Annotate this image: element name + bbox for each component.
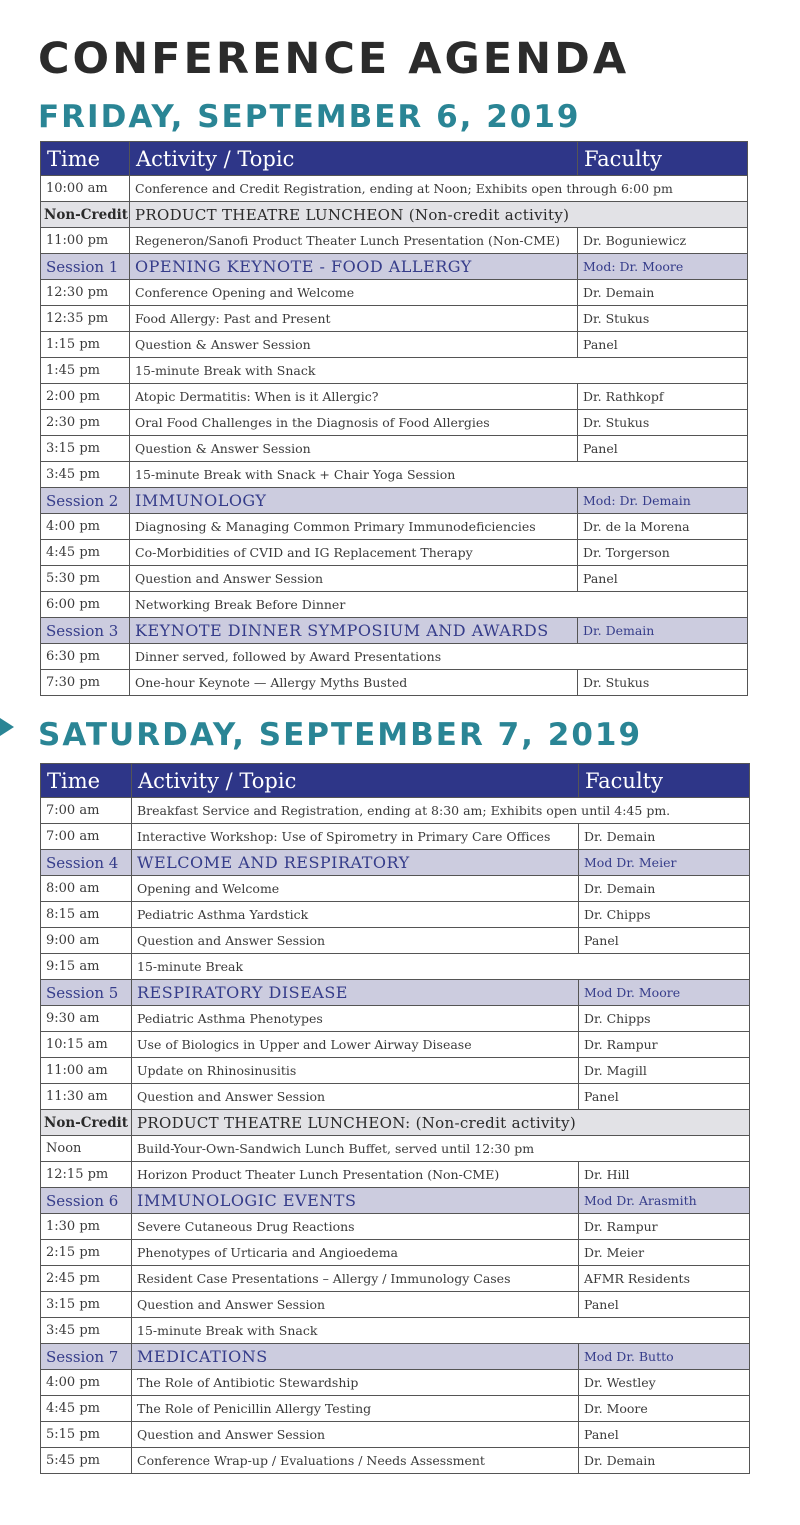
table-row: [41, 1032, 750, 1058]
table-row: [41, 566, 748, 592]
table-row: [41, 1136, 750, 1162]
topic-cell: Question and Answer Session: [132, 1292, 579, 1318]
table-row: [41, 876, 750, 902]
faculty-cell: Dr. Chipps: [579, 902, 750, 928]
topic-cell: The Role of Antibiotic Stewardship: [132, 1370, 579, 1396]
topic-cell: IMMUNOLOGIC EVENTS: [132, 1188, 579, 1214]
noncredit-row: [41, 1110, 750, 1136]
time-cell: 3:15 pm: [41, 1292, 132, 1318]
time-cell: 12:30 pm: [41, 280, 130, 306]
session-row: [41, 850, 750, 876]
time-cell: Session 5: [41, 980, 132, 1006]
table-row: [41, 514, 748, 540]
time-cell: 8:15 am: [41, 902, 132, 928]
session-row: [41, 488, 748, 514]
time-cell: 9:15 am: [41, 954, 132, 980]
topic-cell: Conference and Credit Registration, ending at Noon; Exhibits open through 6:00 pm: [130, 176, 748, 202]
table-row: [41, 176, 748, 202]
session-row: [41, 980, 750, 1006]
faculty-cell: Mod: Dr. Moore: [578, 254, 748, 280]
time-cell: Session 2: [41, 488, 130, 514]
topic-cell: Opening and Welcome: [132, 876, 579, 902]
table-row: [41, 670, 748, 696]
topic-cell: MEDICATIONS: [132, 1344, 579, 1370]
table-row: [41, 332, 748, 358]
time-cell: Noon: [41, 1136, 132, 1162]
time-cell: 5:15 pm: [41, 1422, 132, 1448]
topic-cell: Breakfast Service and Registration, ending at 8:30 am; Exhibits open until 4:45 pm.: [132, 798, 750, 824]
topic-cell: Question and Answer Session: [132, 1084, 579, 1110]
table-row: [41, 280, 748, 306]
noncredit-row: [41, 202, 748, 228]
faculty-cell: Panel: [578, 332, 748, 358]
column-header-time: Time: [41, 142, 130, 176]
faculty-cell: Mod: Dr. Demain: [578, 488, 748, 514]
faculty-cell: Dr. Demain: [579, 824, 750, 850]
session-row: [41, 254, 748, 280]
time-cell: 1:45 pm: [41, 358, 130, 384]
faculty-cell: Panel: [578, 436, 748, 462]
time-cell: 3:45 pm: [41, 462, 130, 488]
topic-cell: Build-Your-Own-Sandwich Lunch Buffet, served until 12:30 pm: [132, 1136, 750, 1162]
time-cell: Non-Credit: [41, 1110, 132, 1136]
topic-cell: Question & Answer Session: [130, 332, 578, 358]
topic-cell: The Role of Penicillin Allergy Testing: [132, 1396, 579, 1422]
table-row: [41, 1422, 750, 1448]
table-row: [41, 592, 748, 618]
faculty-cell: Panel: [578, 566, 748, 592]
time-cell: 3:45 pm: [41, 1318, 132, 1344]
time-cell: 11:30 am: [41, 1084, 132, 1110]
faculty-cell: Dr. Demain: [579, 1448, 750, 1474]
topic-cell: OPENING KEYNOTE - FOOD ALLERGY: [130, 254, 578, 280]
time-cell: 4:45 pm: [41, 1396, 132, 1422]
topic-cell: Oral Food Challenges in the Diagnosis of Food Allergies: [130, 410, 578, 436]
time-cell: Session 1: [41, 254, 130, 280]
session-row: [41, 1188, 750, 1214]
topic-cell: 15-minute Break with Snack: [130, 358, 748, 384]
time-cell: 5:30 pm: [41, 566, 130, 592]
faculty-cell: Dr. Demain: [578, 280, 748, 306]
table-row: [41, 1006, 750, 1032]
table-row: [41, 306, 748, 332]
column-header-faculty: Faculty: [578, 142, 748, 176]
session-row: [41, 618, 748, 644]
time-cell: 6:00 pm: [41, 592, 130, 618]
time-cell: 2:00 pm: [41, 384, 130, 410]
topic-cell: Co-Morbidities of CVID and IG Replacement Therapy: [130, 540, 578, 566]
column-header-topic: Activity / Topic: [132, 764, 579, 798]
table-row: [41, 384, 748, 410]
table-row: [41, 824, 750, 850]
topic-cell: Resident Case Presentations – Allergy / Immunology Cases: [132, 1266, 579, 1292]
table-row: [41, 1084, 750, 1110]
time-cell: 7:30 pm: [41, 670, 130, 696]
table-row: [41, 644, 748, 670]
faculty-cell: Dr. Stukus: [578, 410, 748, 436]
time-cell: 7:00 am: [41, 798, 132, 824]
topic-cell: 15-minute Break with Snack + Chair Yoga Session: [130, 462, 748, 488]
topic-cell: Conference Wrap-up / Evaluations / Needs Assessment: [132, 1448, 579, 1474]
faculty-cell: Mod Dr. Butto: [579, 1344, 750, 1370]
day-title-saturday: SATURDAY, SEPTEMBER 7, 2019: [38, 717, 643, 753]
topic-cell: WELCOME AND RESPIRATORY: [132, 850, 579, 876]
table-row: [41, 410, 748, 436]
topic-cell: Atopic Dermatitis: When is it Allergic?: [130, 384, 578, 410]
topic-cell: IMMUNOLOGY: [130, 488, 578, 514]
day-title-friday: FRIDAY, SEPTEMBER 6, 2019: [38, 99, 581, 135]
table-row: [41, 540, 748, 566]
topic-cell: Question and Answer Session: [132, 928, 579, 954]
faculty-cell: Mod Dr. Arasmith: [579, 1188, 750, 1214]
agenda-body-friday: [41, 176, 748, 696]
faculty-cell: Dr. Moore: [579, 1396, 750, 1422]
topic-cell: Networking Break Before Dinner: [130, 592, 748, 618]
topic-cell: 15-minute Break: [132, 954, 750, 980]
time-cell: 7:00 am: [41, 824, 132, 850]
faculty-cell: Panel: [579, 1084, 750, 1110]
faculty-cell: AFMR Residents: [579, 1266, 750, 1292]
agenda-body-saturday: [41, 798, 750, 1474]
faculty-cell: Dr. Torgerson: [578, 540, 748, 566]
topic-cell: Update on Rhinosinusitis: [132, 1058, 579, 1084]
topic-cell: PRODUCT THEATRE LUNCHEON: (Non-credit activity): [132, 1110, 750, 1136]
faculty-cell: Dr. Westley: [579, 1370, 750, 1396]
faculty-cell: Mod Dr. Moore: [579, 980, 750, 1006]
faculty-cell: Dr. Rampur: [579, 1214, 750, 1240]
time-cell: Session 4: [41, 850, 132, 876]
topic-cell: Horizon Product Theater Lunch Presentation (Non-CME): [132, 1162, 579, 1188]
faculty-cell: Dr. Demain: [579, 876, 750, 902]
table-row: [41, 1370, 750, 1396]
faculty-cell: Dr. Rathkopf: [578, 384, 748, 410]
time-cell: 10:00 am: [41, 176, 130, 202]
faculty-cell: Panel: [579, 1422, 750, 1448]
topic-cell: Pediatric Asthma Phenotypes: [132, 1006, 579, 1032]
table-row: [41, 954, 750, 980]
table-row: [41, 1292, 750, 1318]
faculty-cell: Dr. Demain: [578, 618, 748, 644]
table-header-row: [41, 142, 748, 176]
topic-cell: Question and Answer Session: [132, 1422, 579, 1448]
time-cell: 9:00 am: [41, 928, 132, 954]
time-cell: 9:30 am: [41, 1006, 132, 1032]
topic-cell: KEYNOTE DINNER SYMPOSIUM AND AWARDS: [130, 618, 578, 644]
time-cell: 6:30 pm: [41, 644, 130, 670]
time-cell: 1:15 pm: [41, 332, 130, 358]
table-row: [41, 902, 750, 928]
table-row: [41, 1058, 750, 1084]
topic-cell: Food Allergy: Past and Present: [130, 306, 578, 332]
column-header-topic: Activity / Topic: [130, 142, 578, 176]
topic-cell: 15-minute Break with Snack: [132, 1318, 750, 1344]
time-cell: 2:45 pm: [41, 1266, 132, 1292]
agenda-table-friday: [40, 141, 748, 696]
faculty-cell: Dr. Boguniewicz: [578, 228, 748, 254]
faculty-cell: Dr. Rampur: [579, 1032, 750, 1058]
table-header-row: [41, 764, 750, 798]
time-cell: 11:00 am: [41, 1058, 132, 1084]
topic-cell: One-hour Keynote — Allergy Myths Busted: [130, 670, 578, 696]
faculty-cell: Panel: [579, 1292, 750, 1318]
table-row: [41, 358, 748, 384]
time-cell: 2:15 pm: [41, 1240, 132, 1266]
time-cell: 10:15 am: [41, 1032, 132, 1058]
topic-cell: Dinner served, followed by Award Presentations: [130, 644, 748, 670]
table-row: [41, 928, 750, 954]
time-cell: Non-Credit: [41, 202, 130, 228]
topic-cell: Pediatric Asthma Yardstick: [132, 902, 579, 928]
table-row: [41, 436, 748, 462]
table-row: [41, 1448, 750, 1474]
column-header-time: Time: [41, 764, 132, 798]
faculty-cell: Dr. Chipps: [579, 1006, 750, 1032]
time-cell: 11:00 pm: [41, 228, 130, 254]
time-cell: 3:15 pm: [41, 436, 130, 462]
topic-cell: PRODUCT THEATRE LUNCHEON (Non-credit activity): [130, 202, 748, 228]
faculty-cell: Panel: [579, 928, 750, 954]
time-cell: 4:45 pm: [41, 540, 130, 566]
table-row: [41, 1266, 750, 1292]
time-cell: 8:00 am: [41, 876, 132, 902]
time-cell: 5:45 pm: [41, 1448, 132, 1474]
time-cell: 4:00 pm: [41, 1370, 132, 1396]
table-row: [41, 798, 750, 824]
faculty-cell: Mod Dr. Meier: [579, 850, 750, 876]
topic-cell: Question & Answer Session: [130, 436, 578, 462]
faculty-cell: Dr. Stukus: [578, 670, 748, 696]
time-cell: Session 3: [41, 618, 130, 644]
table-row: [41, 1396, 750, 1422]
topic-cell: Interactive Workshop: Use of Spirometry in Primary Care Offices: [132, 824, 579, 850]
column-header-faculty: Faculty: [579, 764, 750, 798]
session-row: [41, 1344, 750, 1370]
topic-cell: Regeneron/Sanofi Product Theater Lunch Presentation (Non-CME): [130, 228, 578, 254]
time-cell: Session 7: [41, 1344, 132, 1370]
arrow-icon: [0, 718, 14, 736]
agenda-table-saturday: [40, 763, 750, 1474]
time-cell: 12:15 pm: [41, 1162, 132, 1188]
time-cell: 2:30 pm: [41, 410, 130, 436]
topic-cell: Conference Opening and Welcome: [130, 280, 578, 306]
page-title: CONFERENCE AGENDA: [38, 34, 630, 84]
time-cell: 1:30 pm: [41, 1214, 132, 1240]
topic-cell: Phenotypes of Urticaria and Angioedema: [132, 1240, 579, 1266]
table-row: [41, 1240, 750, 1266]
faculty-cell: Dr. Stukus: [578, 306, 748, 332]
table-row: [41, 1318, 750, 1344]
faculty-cell: Dr. Hill: [579, 1162, 750, 1188]
faculty-cell: Dr. Meier: [579, 1240, 750, 1266]
table-row: [41, 462, 748, 488]
time-cell: 12:35 pm: [41, 306, 130, 332]
topic-cell: Diagnosing & Managing Common Primary Immunodeficiencies: [130, 514, 578, 540]
table-row: [41, 1162, 750, 1188]
table-row: [41, 228, 748, 254]
topic-cell: Severe Cutaneous Drug Reactions: [132, 1214, 579, 1240]
topic-cell: Use of Biologics in Upper and Lower Airway Disease: [132, 1032, 579, 1058]
faculty-cell: Dr. de la Morena: [578, 514, 748, 540]
time-cell: 4:00 pm: [41, 514, 130, 540]
topic-cell: RESPIRATORY DISEASE: [132, 980, 579, 1006]
faculty-cell: Dr. Magill: [579, 1058, 750, 1084]
time-cell: Session 6: [41, 1188, 132, 1214]
topic-cell: Question and Answer Session: [130, 566, 578, 592]
table-row: [41, 1214, 750, 1240]
